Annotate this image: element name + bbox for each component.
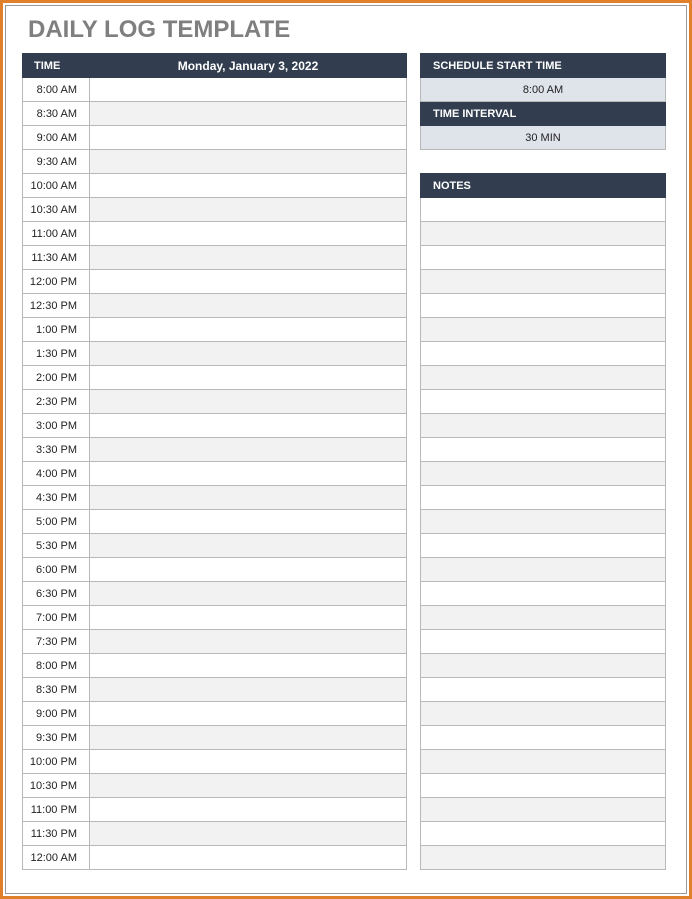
notes-header: NOTES [421,174,666,198]
time-cell: 6:30 PM [23,582,90,606]
time-cell: 7:30 PM [23,630,90,654]
time-cell: 3:30 PM [23,438,90,462]
log-row [23,702,407,726]
log-row [23,678,407,702]
log-row [23,270,407,294]
log-entry-cell[interactable] [90,270,407,294]
time-cell: 4:00 PM [23,462,90,486]
note-row [421,198,666,222]
note-row [421,654,666,678]
log-row [23,102,407,126]
note-row [421,750,666,774]
time-cell: 5:30 PM [23,534,90,558]
log-row [23,486,407,510]
time-cell: 1:00 PM [23,318,90,342]
note-row [421,294,666,318]
schedule-start-value[interactable]: 8:00 AM [421,78,666,102]
time-cell: 3:00 PM [23,414,90,438]
note-line[interactable] [421,846,666,870]
log-entry-cell[interactable] [90,366,407,390]
note-line[interactable] [421,318,666,342]
note-line[interactable] [421,390,666,414]
log-row [23,798,407,822]
log-row [23,510,407,534]
note-line[interactable] [421,750,666,774]
note-line[interactable] [421,462,666,486]
time-cell: 8:30 AM [23,102,90,126]
log-entry-cell[interactable] [90,462,407,486]
time-cell: 4:30 PM [23,486,90,510]
log-entry-cell[interactable] [90,342,407,366]
note-line[interactable] [421,606,666,630]
time-interval-value[interactable]: 30 MIN [421,126,666,150]
time-cell: 7:00 PM [23,606,90,630]
page-title: DAILY LOG TEMPLATE [28,16,291,43]
time-cell: 10:00 AM [23,174,90,198]
log-entry-cell[interactable] [90,534,407,558]
note-line[interactable] [421,294,666,318]
date-column-header: Monday, January 3, 2022 [90,54,407,78]
log-row [23,390,407,414]
note-line[interactable] [421,726,666,750]
log-row [23,750,407,774]
log-entry-cell[interactable] [90,606,407,630]
time-cell: 9:00 AM [23,126,90,150]
log-entry-cell[interactable] [90,318,407,342]
log-row [23,606,407,630]
note-line[interactable] [421,246,666,270]
note-line[interactable] [421,630,666,654]
log-header-row [23,54,407,78]
log-body [23,78,407,870]
log-entry-cell[interactable] [90,630,407,654]
time-cell: 1:30 PM [23,342,90,366]
log-row [23,150,407,174]
log-row [23,414,407,438]
log-entry-cell[interactable] [90,702,407,726]
note-row [421,846,666,870]
log-row [23,534,407,558]
log-row [23,342,407,366]
log-entry-cell[interactable] [90,102,407,126]
log-row [23,630,407,654]
note-line[interactable] [421,222,666,246]
log-entry-cell[interactable] [90,510,407,534]
note-line[interactable] [421,678,666,702]
note-row [421,798,666,822]
note-line[interactable] [421,702,666,726]
time-cell: 9:00 PM [23,702,90,726]
log-entry-cell[interactable] [90,486,407,510]
note-row [421,318,666,342]
time-cell: 12:00 AM [23,846,90,870]
log-row [23,462,407,486]
time-cell: 8:00 PM [23,654,90,678]
note-line[interactable] [421,198,666,222]
note-row [421,726,666,750]
log-entry-cell[interactable] [90,774,407,798]
log-row [23,78,407,102]
note-row [421,510,666,534]
time-cell: 9:30 PM [23,726,90,750]
log-row [23,438,407,462]
time-cell: 8:30 PM [23,678,90,702]
log-entry-cell[interactable] [90,654,407,678]
log-row [23,726,407,750]
log-entry-cell[interactable] [90,174,407,198]
note-row [421,702,666,726]
log-entry-cell[interactable] [90,414,407,438]
log-row [23,126,407,150]
note-line[interactable] [421,822,666,846]
log-entry-cell[interactable] [90,390,407,414]
schedule-settings-panel [420,53,666,150]
time-cell: 12:30 PM [23,294,90,318]
log-entry-cell[interactable] [90,222,407,246]
time-cell: 10:30 AM [23,198,90,222]
time-interval-label: TIME INTERVAL [421,102,666,126]
log-entry-cell[interactable] [90,78,407,102]
note-row [421,582,666,606]
log-row [23,294,407,318]
time-cell: 6:00 PM [23,558,90,582]
time-cell: 11:30 AM [23,246,90,270]
note-row [421,774,666,798]
note-row [421,606,666,630]
notes-panel [420,173,666,870]
log-entry-cell[interactable] [90,798,407,822]
time-cell: 10:30 PM [23,774,90,798]
note-line[interactable] [421,510,666,534]
note-row [421,438,666,462]
log-row [23,318,407,342]
time-cell: 2:30 PM [23,390,90,414]
log-entry-cell[interactable] [90,438,407,462]
time-cell: 10:00 PM [23,750,90,774]
note-row [421,390,666,414]
log-row [23,246,407,270]
log-row [23,654,407,678]
time-cell: 11:30 PM [23,822,90,846]
log-entry-cell[interactable] [90,150,407,174]
note-row [421,414,666,438]
log-entry-cell[interactable] [90,558,407,582]
note-line[interactable] [421,486,666,510]
log-entry-cell[interactable] [90,750,407,774]
log-row [23,198,407,222]
note-line[interactable] [421,798,666,822]
note-row [421,366,666,390]
schedule-start-label: SCHEDULE START TIME [421,54,666,78]
note-row [421,678,666,702]
note-row [421,630,666,654]
log-entry-cell[interactable] [90,294,407,318]
time-cell: 11:00 AM [23,222,90,246]
log-entry-cell[interactable] [90,678,407,702]
note-row [421,486,666,510]
time-cell: 12:00 PM [23,270,90,294]
time-column-header: TIME [23,54,90,78]
note-row [421,342,666,366]
log-entry-cell[interactable] [90,126,407,150]
log-row [23,846,407,870]
note-row [421,246,666,270]
note-line[interactable] [421,534,666,558]
time-cell: 5:00 PM [23,510,90,534]
log-entry-cell[interactable] [90,246,407,270]
log-row [23,222,407,246]
note-row [421,462,666,486]
time-cell: 2:00 PM [23,366,90,390]
note-row [421,222,666,246]
note-row [421,534,666,558]
note-line[interactable] [421,342,666,366]
log-row [23,366,407,390]
note-line[interactable] [421,270,666,294]
note-line[interactable] [421,366,666,390]
log-entry-cell[interactable] [90,822,407,846]
log-row [23,822,407,846]
log-row [23,582,407,606]
time-cell: 11:00 PM [23,798,90,822]
time-cell: 8:00 AM [23,78,90,102]
log-entry-cell[interactable] [90,198,407,222]
note-row [421,558,666,582]
note-line[interactable] [421,438,666,462]
log-entry-cell[interactable] [90,846,407,870]
note-line[interactable] [421,774,666,798]
time-cell: 9:30 AM [23,150,90,174]
note-row [421,270,666,294]
log-entry-cell[interactable] [90,582,407,606]
note-line[interactable] [421,582,666,606]
note-line[interactable] [421,414,666,438]
log-row [23,774,407,798]
log-row [23,558,407,582]
daily-log-table [22,53,407,870]
note-row [421,822,666,846]
log-entry-cell[interactable] [90,726,407,750]
log-row [23,174,407,198]
note-line[interactable] [421,654,666,678]
notes-body [421,198,666,870]
note-line[interactable] [421,558,666,582]
